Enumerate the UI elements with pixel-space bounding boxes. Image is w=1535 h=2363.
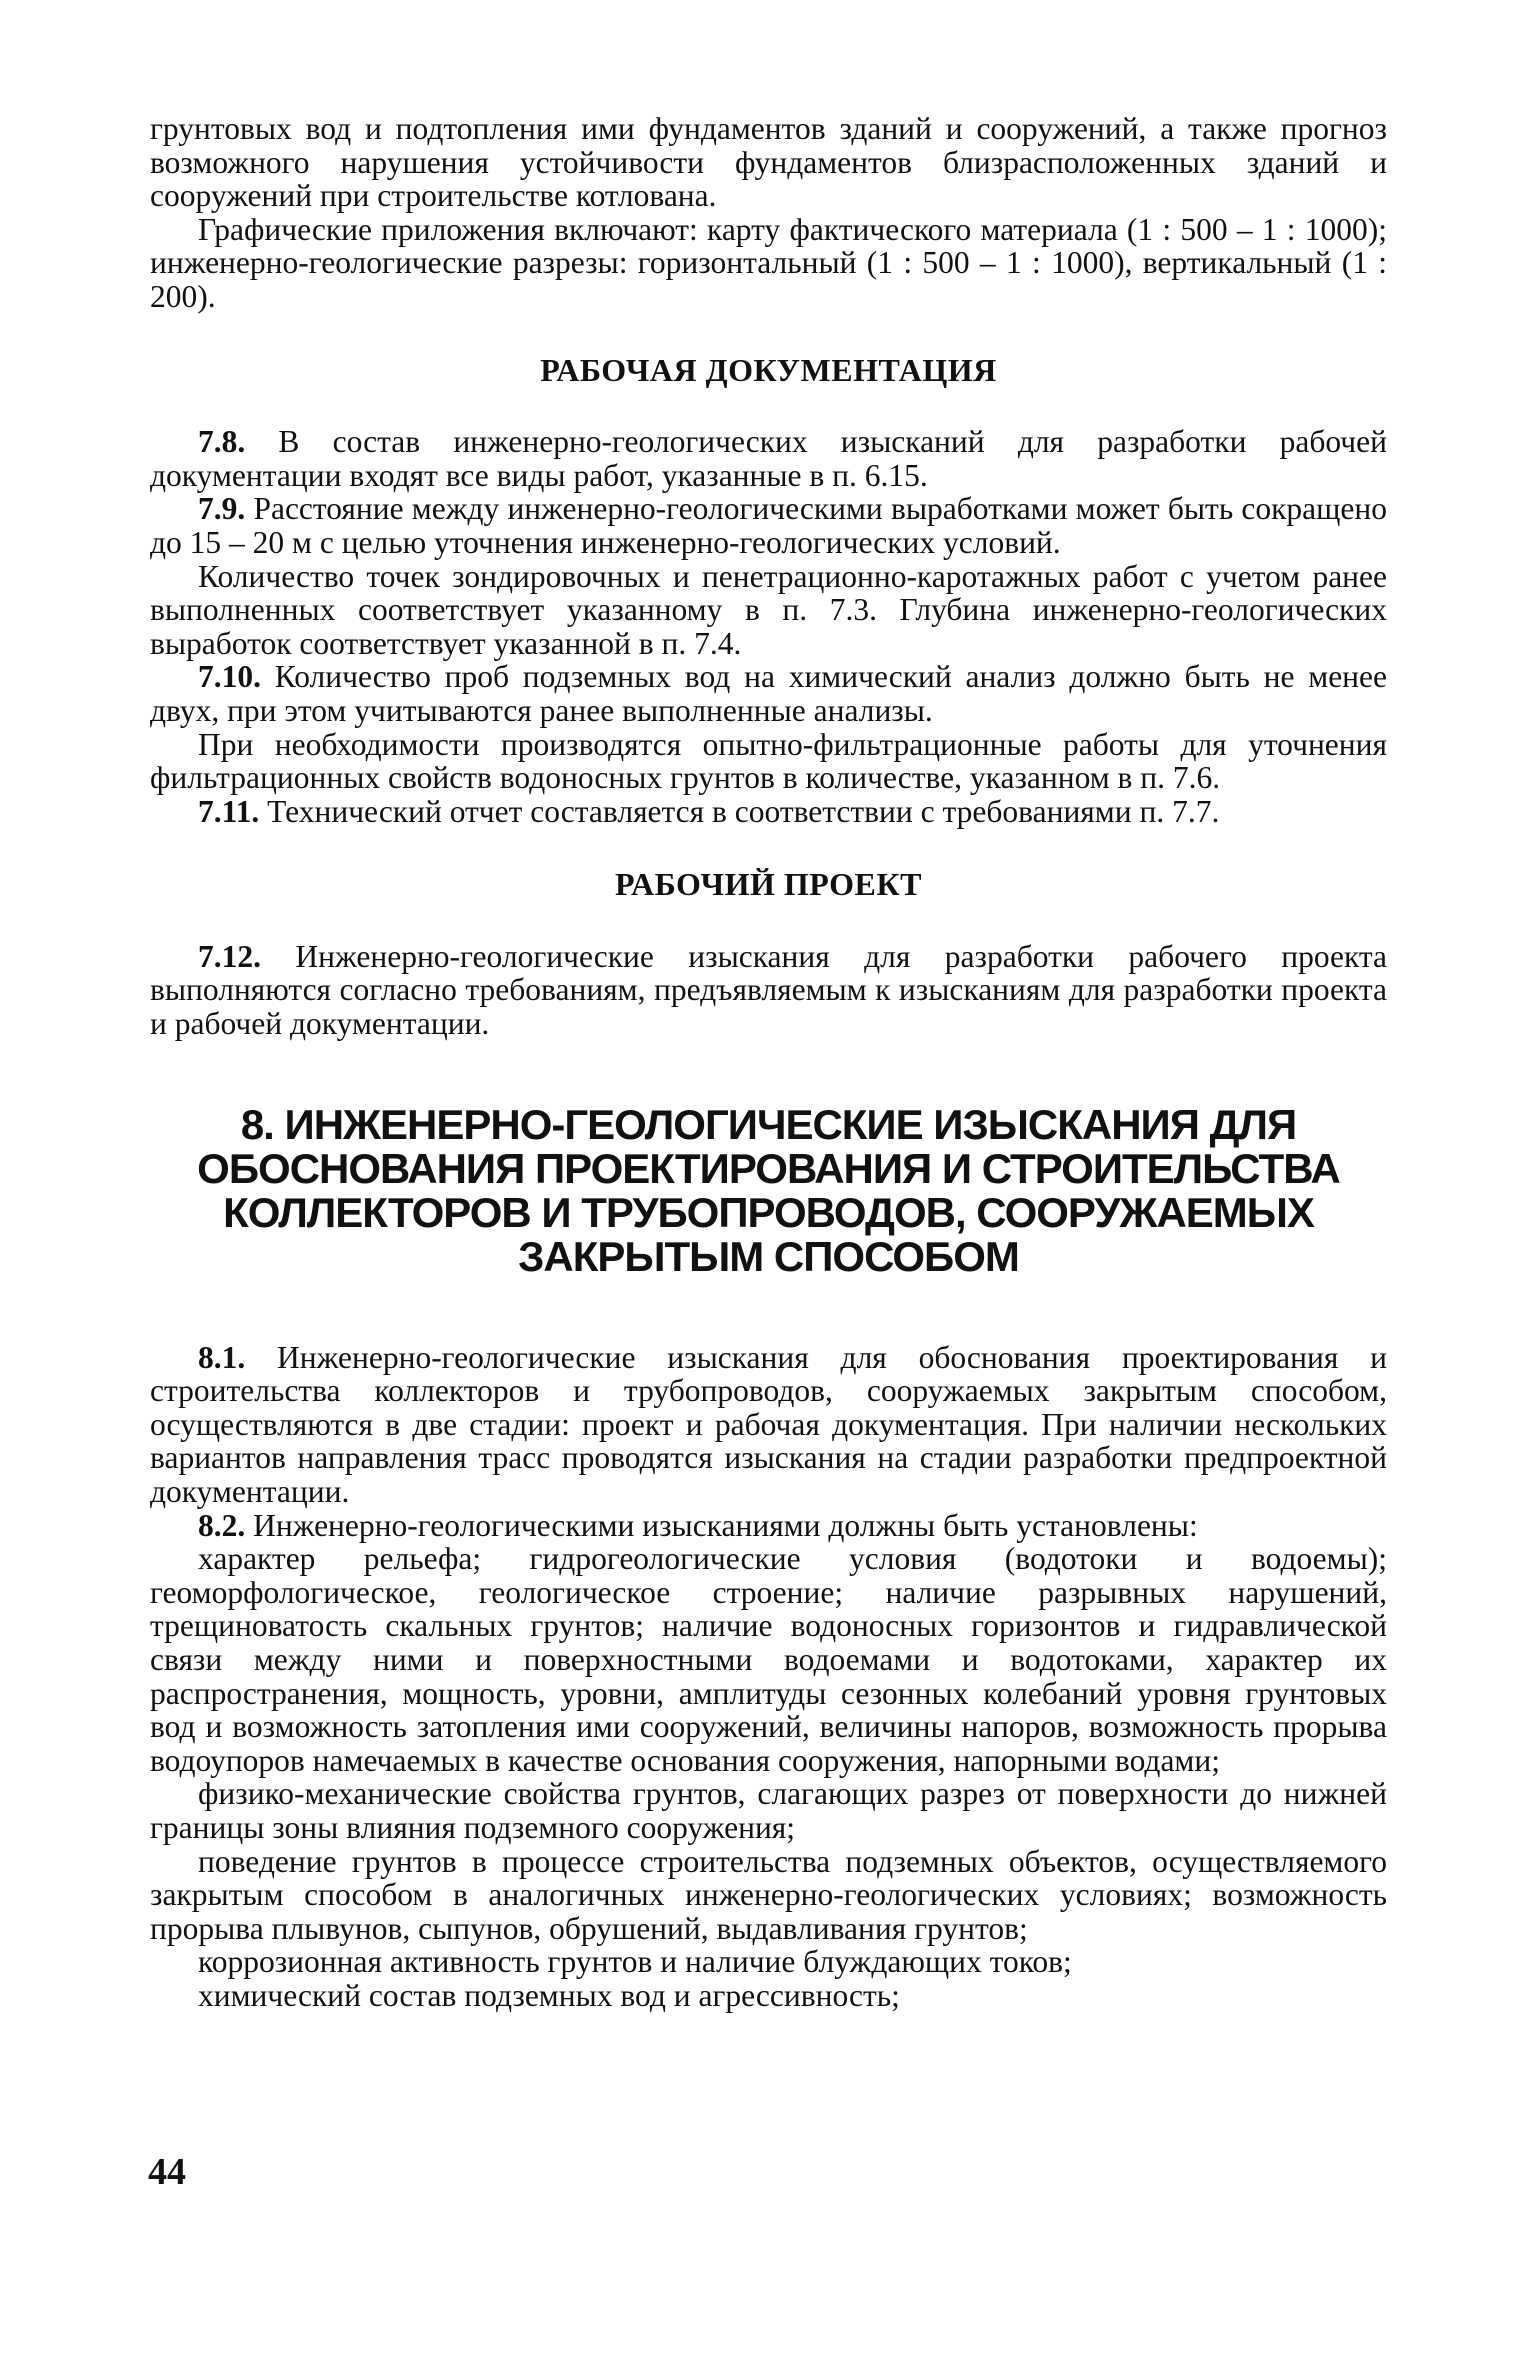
list-item-relief: характер рельефа; гидрогеологические условия (водотоки и водоемы); геоморфологическое, геологическое строение; наличие разрывных нарушений, трещиноватость скальных грунтов; наличие водоносных горизонтов и гидравлической связи между ними и поверхностными водоемами и водотоками, характер их распространения, мощность, уровни, амплитуды сезонных колебаний уровня грунтовых вод и возможность затопления ими сооружений, величины напоров, возможность прорыва водоупоров намечаемых в качестве основания сооружения, напорными водами; [150, 1541, 1387, 1778]
paragraph-8-2 [150, 1509, 1387, 1543]
clause-number: 7.10. [198, 659, 261, 695]
clause-number: 7.8. [198, 424, 246, 460]
paragraph-8-1 [150, 1341, 1387, 1509]
clause-text: Инженерно-геологическими изысканиями должны быть установлены: [245, 1507, 1198, 1543]
section-8-heading-line: ОБОСНОВАНИЯ ПРОЕКТИРОВАНИЯ И СТРОИТЕЛЬСТВА [197, 1144, 1340, 1192]
clause-number: 8.1. [198, 1339, 246, 1375]
list-item-corrosion: коррозионная активность грунтов и наличие блуждающих токов; [198, 1944, 1072, 1980]
clause-number: 8.2. [198, 1507, 246, 1543]
clause-text: Количество проб подземных вод на химический анализ должно быть не менее двух, при этом учитываются ранее выполненные анализы. [150, 659, 1387, 728]
paragraph-7-9-continued: Количество точек зондировочных и пенетрационно-каротажных работ с учетом ранее выполненных соответствует указанному в п. 7.3. Глубина инженерно-геологических выработок соответствует указанной в п. 7.4. [150, 558, 1387, 661]
paragraph-7-11 [150, 795, 1387, 829]
clause-number: 7.11. [198, 793, 260, 829]
paragraph-7-12 [150, 940, 1387, 1041]
heading-working-project: РАБОЧИЙ ПРОЕКТ [615, 866, 922, 903]
clause-text: В состав инженерно-геологических изысканий для разработки рабочей документации входят все виды работ, указанные в п. 6.15. [150, 424, 1387, 493]
list-item-water-chemistry: химический состав подземных вод и агрессивность; [198, 1977, 900, 2013]
section-8-heading-line: КОЛЛЕКТОРОВ И ТРУБОПРОВОДОВ, СООРУЖАЕМЫХ [223, 1188, 1314, 1236]
paragraph-7-9 [150, 492, 1387, 559]
paragraph-intro-2: Графические приложения включают: карту фактического материала (1 : 500 – 1 : 1000); инженерно-геологические разрезы: горизонтальный (1 : 500 – 1 : 1000), вертикальный (1 : 200). [150, 211, 1387, 314]
clause-text: Инженерно-геологические изыскания для обоснования проектирования и строительства коллекторов и трубопроводов, сооружаемых закрытым способом, осуществляются в две стадии: проект и рабочая документация. При наличии нескольких вариантов направления трасс проводятся изыскания на стадии разработки предпроектной документации. [150, 1339, 1387, 1510]
paragraph-7-10-continued: При необходимости производятся опытно-фильтрационные работы для уточнения фильтрационных свойств водоносных грунтов в количестве, указанном в п. 7.6. [150, 726, 1387, 796]
list-item-soil-behavior: поведение грунтов в процессе строительства подземных объектов, осуществляемого закрытым способом в аналогичных инженерно-геологических условиях; возможность прорыва плывунов, сыпунов, обрушений, выдавливания грунтов; [150, 1843, 1387, 1946]
list-item-soil-properties: физико-механические свойства грунтов, слагающих разрез от поверхности до нижней границы зоны влияния подземного сооружения; [150, 1776, 1387, 1845]
clause-text: Технический отчет составляется в соответствии с требованиями п. 7.7. [259, 793, 1220, 829]
clause-number: 7.9. [198, 491, 246, 527]
clause-text: Расстояние между инженерно-геологическими выработками может быть сокращено до 15 – 20 м с целью уточнения инженерно-геологических условий. [150, 491, 1387, 560]
section-8-heading-line: ЗАКРЫТЫМ СПОСОБОМ [518, 1232, 1019, 1280]
page-number: 44 [148, 2151, 186, 2193]
section-8-heading-line: 8. ИНЖЕНЕРНО-ГЕОЛОГИЧЕСКИЕ ИЗЫСКАНИЯ ДЛЯ [240, 1100, 1297, 1148]
paragraph-intro-1: грунтовых вод и подтопления ими фундаментов зданий и сооружений, а также прогноз возможного нарушения устойчивости фундаментов близрасположенных зданий и сооружений при строительстве котлована. [150, 111, 1387, 214]
clause-number: 7.12. [198, 938, 261, 974]
page-body [150, 112, 1387, 2013]
section-8-heading [150, 1100, 1387, 1280]
paragraph-7-10 [150, 660, 1387, 727]
paragraph-7-8 [150, 425, 1387, 492]
clause-text: Инженерно-геологические изыскания для разработки рабочего проекта выполняются согласно требованиям, предъявляемым к изысканиям для разработки проекта и рабочей документации. [150, 938, 1387, 1042]
heading-working-documentation: РАБОЧАЯ ДОКУМЕНТАЦИЯ [540, 351, 997, 388]
